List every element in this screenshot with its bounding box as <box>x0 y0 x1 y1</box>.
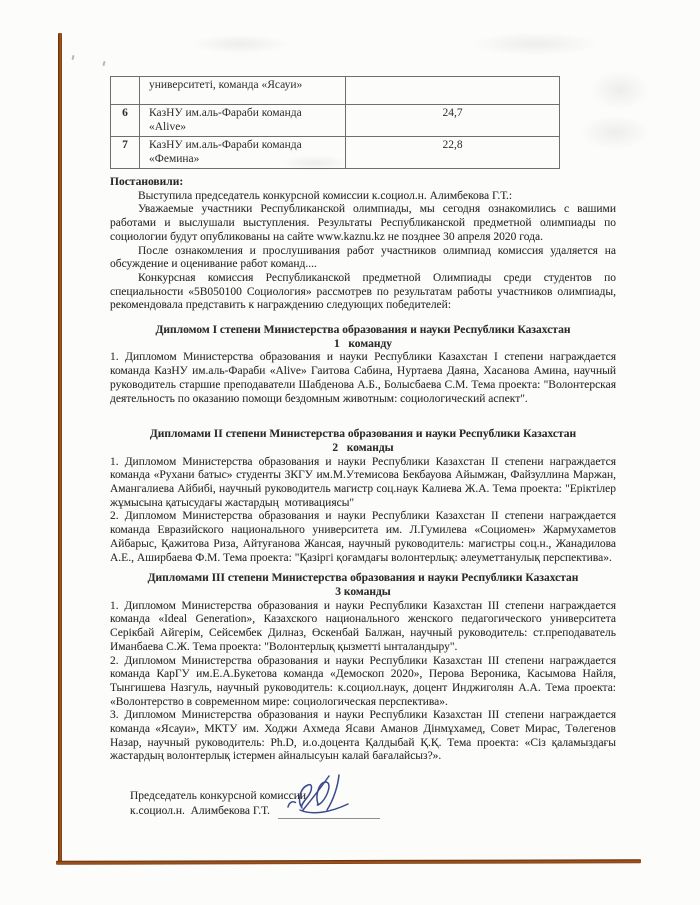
award-item: 1. Дипломом Министерства образования и науки Республики Казахстан I степени награждается команда КазНУ им.аль-Фараби «Alive» Гаитова Сабина, Нуртаева Даяна, Хасанова Амина, научный руководитель старшие преподаватели Шабденова А.Б., Болысбаева С.М. Тема проекта: "Волонтерская деятельность по оказанию помощи бездомным животным: социологический аспект". <box>110 351 616 405</box>
table-row <box>111 137 560 169</box>
award-item: 2. Дипломом Министерства образования и науки Республики Казахстан III степени награждается команда КарГУ им.Е.А.Букетова команда «Демоскоп 2020», Перова Вероника, Касымова Найля, Тынгишева Назгуль, научный руководитель: к.социол.наук, доцент Инджиголян А.А. Тема проекта: «Волонтерство в современном мире: социологическая перспектива». <box>110 654 616 708</box>
table-row <box>111 77 560 105</box>
team-cell: КазНУ им.аль-Фараби команда «Alive» <box>140 105 346 137</box>
award-item: 1. Дипломом Министерства образования и науки Республики Казахстан II степени награждается команда «Рухани батыс» студенты ЗКГУ им.М.Утемисова Бекбауова Айымжан, Файзуллина Маржан, Амангалиева Айбибі, научный руководитель магистр соц.наук Калиева Ж.А. Тема проекта: "Еріктілер жұмысына қатысудағы жастардың мотивациясы" <box>110 455 616 509</box>
handwritten-signature <box>282 773 358 820</box>
section-subtitle: 3 команды <box>335 585 391 598</box>
scan-smudge <box>590 70 650 110</box>
paragraph: Уважаемые участники Республиканской олимпиады, мы сегодня ознакомились с вашими работами и выслушали выступления. Результаты Республиканской предметной олимпиады по социологии будут опубликованы на сайте www.kaznu.kz не позднее 30 апреля 2020 года. <box>110 203 616 243</box>
scan-edge-bottom <box>56 859 641 865</box>
rank-cell: 7 <box>111 137 140 169</box>
section-subtitle: 2 команды <box>332 441 394 454</box>
scan-speck <box>102 61 105 66</box>
award-item: 1. Дипломом Министерства образования и науки Республики Казахстан III степени награждается команда «Ideal Generation», Казахского национального женского педагогического университета Серікбай Айгерім, Сейсембек Дилназ, Өскенбай Балжан, научный руководитель: ст.преподаватель Иманбаева С.Ж. Тема проекта: "Волонтерлық қызметті ынталандыру". <box>110 599 616 653</box>
results-table <box>110 76 560 169</box>
document-body <box>110 176 616 764</box>
diploma-section-3 <box>110 572 616 764</box>
scan-smudge <box>580 115 650 150</box>
rank-cell <box>111 77 140 105</box>
team-cell: КазНУ им.аль-Фараби команда «Фемина» <box>140 137 346 169</box>
scan-speck <box>71 55 74 60</box>
diploma-section-2 <box>110 428 616 565</box>
section-subtitle: 1 команду <box>333 337 393 350</box>
score-cell: 24,7 <box>346 105 560 137</box>
diploma-section-1 <box>110 324 616 406</box>
team-cell: университеті, команда «Ясауи» <box>140 77 346 105</box>
table-row <box>111 105 560 137</box>
section-title: Дипломом I степени Министерства образования и науки Республики Казахстан <box>155 324 571 337</box>
award-item: 2. Дипломом Министерства образования и науки Республики Казахстан II степени награждается команда Евразийского национального университета им. Л.Гумилева «Социомен» Жармухаметов Айбарыс, Қажитова Риза, Айтуғанова Жансая, научный руководитель: магистры соц.н., Жанадилова А.Е., Аширбаева Ф.М. Тема проекта: "Қазіргі қоғамдағы волонтерлық: әлеуметтанулық перспектива». <box>110 510 616 564</box>
scan-smudge <box>470 32 600 56</box>
award-item: 3. Дипломом Министерства образования и науки Республики Казахстан III степени награждается команда «Ясауи», МКТУ им. Ходжи Ахмеда Ясави Аманов Дінмұхамед, Совет Мирас, Төлегенов Назар, научный руководитель: Ph.D, и.о.доцента Қалдыбай Қ.Қ. Тема проекта: «Сіз қаламыздағы жастардың волонтерлық істермен айналысуын калай бағалайсыз?». <box>110 709 616 763</box>
signature-title: Председатель конкурсной комиссии <box>130 790 307 802</box>
section-title: Дипломами III степени Министерства образования и науки Республики Казахстан <box>147 572 579 585</box>
paragraph: После ознакомления и прослушивания работ участников олимпиад комиссия удаляется на обсуждение и оценивание работ команд.... <box>110 244 616 271</box>
scan-smudge <box>190 34 290 54</box>
resolution-heading: Постановили: <box>110 176 184 188</box>
paragraph: Выступила председатель конкурсной комиссии к.социол.н. Алимбекова Г.Т.: <box>138 189 513 202</box>
signature-name: к.социол.н. Алимбекова Г.Т. <box>130 805 270 817</box>
scan-edge-left <box>58 33 62 864</box>
section-title: Дипломами II степени Министерства образования и науки Республики Казахстан <box>149 428 577 441</box>
rank-cell: 6 <box>111 105 140 137</box>
score-cell <box>346 77 560 105</box>
paragraph: Конкурсная комиссия Республиканской предметной Олимпиады среди студентов по специальности «5В050100 Социология» рассмотрев по результатам работы участников олимпиады, рекомендовала представить к награждению следующих победителей: <box>110 271 616 312</box>
score-cell: 22,8 <box>346 137 560 169</box>
